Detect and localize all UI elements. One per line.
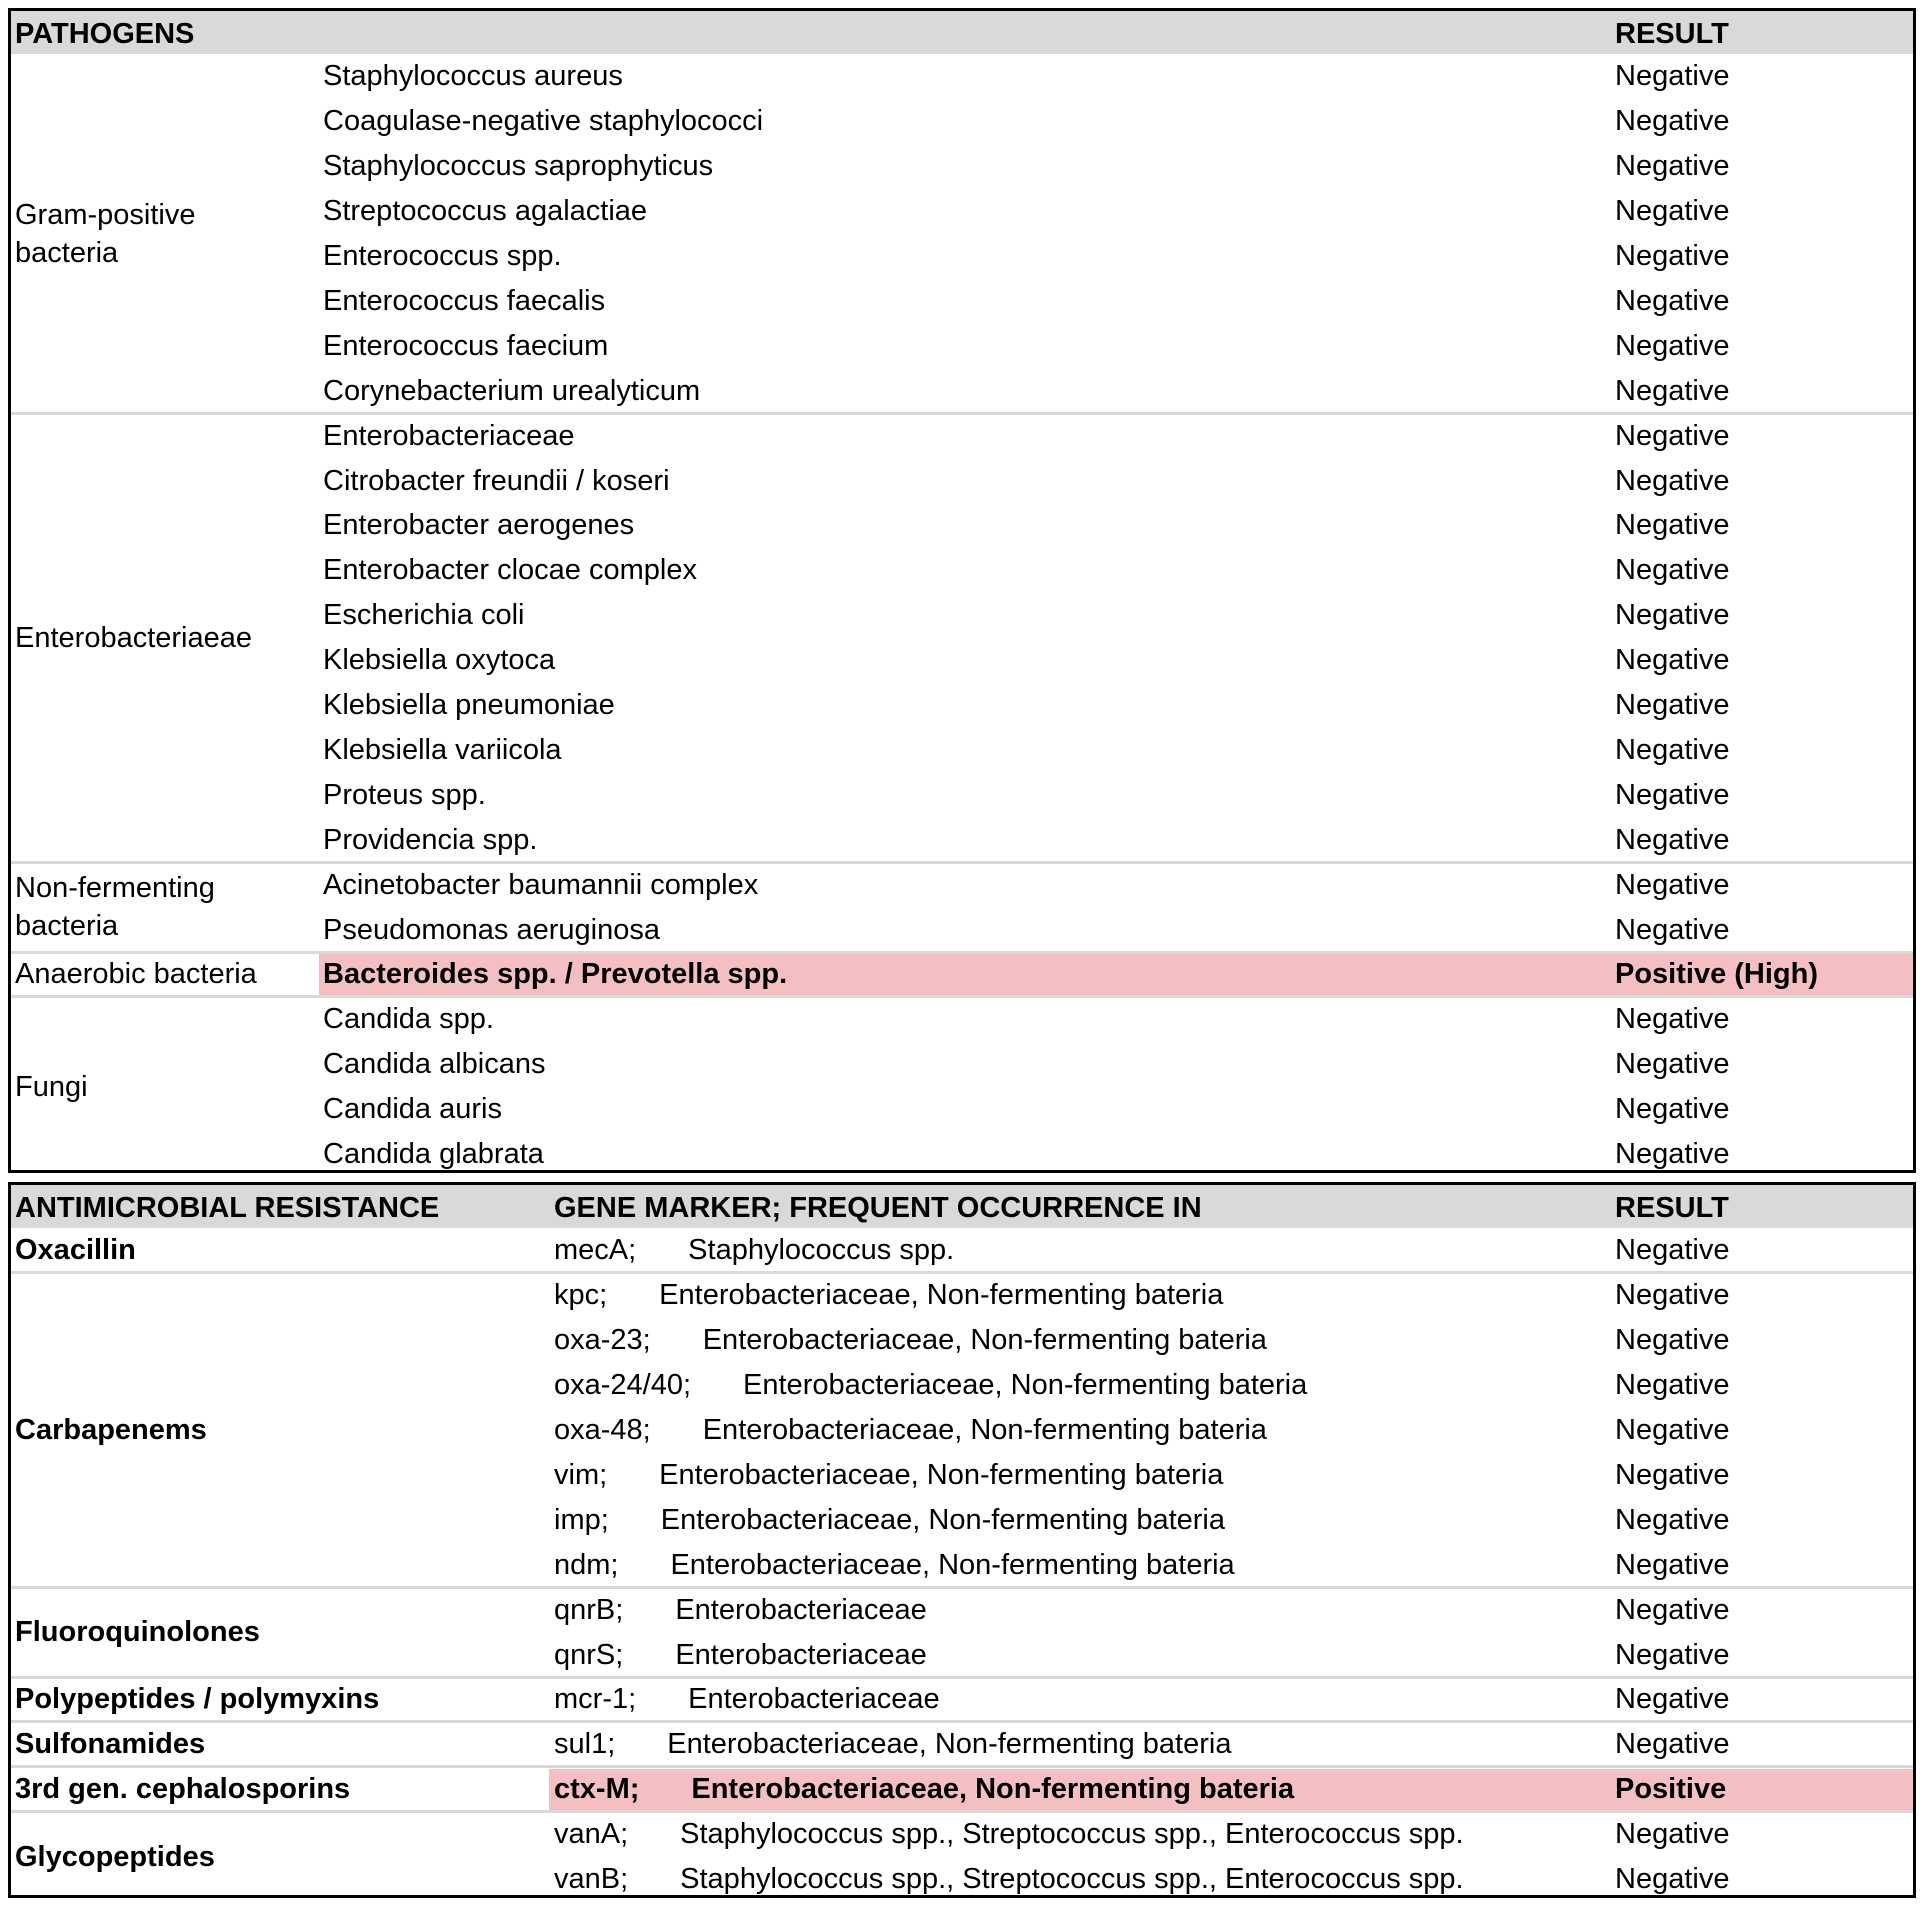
antibiotic-class-label: Fluoroquinolones bbox=[15, 1616, 260, 1649]
resistance-result: Negative bbox=[1615, 1593, 1730, 1626]
pathogen-result: Negative bbox=[1615, 1048, 1730, 1081]
occurrence-text: Enterobacteriaceae, Non-fermenting bateria bbox=[659, 1279, 1224, 1312]
occurrence-text: Enterobacteriaceae, Non-fermenting bateria bbox=[659, 1458, 1224, 1491]
pathogen-result: Negative bbox=[1615, 195, 1730, 228]
gene-marker: qnrB; bbox=[554, 1593, 624, 1626]
pathogen-result: Negative bbox=[1615, 419, 1730, 452]
occurrence-text: Enterobacteriaceae, Non-fermenting bateria bbox=[660, 1503, 1225, 1536]
occurrence-text: Enterobacteriaceae, Non-fermenting bateria bbox=[670, 1548, 1235, 1581]
pathogen-result: Negative bbox=[1615, 644, 1730, 677]
gene-marker: kpc; bbox=[554, 1279, 608, 1312]
pathogen-group-label: Non-fermenting bacteria bbox=[15, 872, 215, 943]
resistance-header bbox=[11, 1185, 1913, 1228]
resistance-result: Negative bbox=[1615, 1863, 1730, 1896]
pathogen-name: Staphylococcus saprophyticus bbox=[323, 150, 714, 183]
resistance-header-label: ANTIMICROBIAL RESISTANCE bbox=[15, 1192, 440, 1224]
gene-marker: oxa-48; bbox=[554, 1414, 651, 1447]
resistance-result: Negative bbox=[1615, 1818, 1730, 1851]
gene-marker: qnrS; bbox=[554, 1638, 624, 1671]
group-separator bbox=[11, 1720, 1913, 1723]
group-separator bbox=[11, 1810, 1913, 1813]
pathogen-name: Klebsiella oxytoca bbox=[323, 644, 556, 677]
pathogen-result: Negative bbox=[1615, 60, 1730, 93]
pathogen-result: Negative bbox=[1615, 105, 1730, 138]
pathogen-name: Acinetobacter baumannii complex bbox=[323, 868, 759, 901]
antibiotic-class-label: Sulfonamides bbox=[15, 1728, 206, 1761]
pathogen-name: Streptococcus agalactiae bbox=[323, 195, 648, 228]
group-separator bbox=[11, 1586, 1913, 1589]
occurrence-text: Enterobacteriaceae bbox=[688, 1683, 940, 1716]
gene-marker: sul1; bbox=[554, 1728, 616, 1761]
pathogen-name: Enterococcus faecium bbox=[323, 329, 609, 362]
pathogen-result: Negative bbox=[1615, 150, 1730, 183]
pathogen-group-label: Fungi bbox=[15, 1070, 88, 1103]
antibiotic-class-label: Polypeptides / polymyxins bbox=[15, 1683, 380, 1716]
pathogens-table bbox=[8, 8, 1916, 1173]
resistance-result: Negative bbox=[1615, 1234, 1730, 1267]
pathogen-group-label: Enterobacteriaeae bbox=[15, 621, 252, 654]
pathogen-name: Corynebacterium urealyticum bbox=[323, 374, 701, 407]
pathogen-name: Enterococcus spp. bbox=[323, 240, 562, 273]
pathogens-header bbox=[11, 11, 1913, 54]
occurrence-text: Staphylococcus spp., Streptococcus spp., Enterococcus spp. bbox=[680, 1818, 1464, 1851]
pathogen-result: Negative bbox=[1615, 778, 1730, 811]
gene-marker-header: GENE MARKER; FREQUENT OCCURRENCE IN bbox=[554, 1192, 1202, 1224]
resistance-result: Negative bbox=[1615, 1683, 1730, 1716]
resistance-result: Negative bbox=[1615, 1638, 1730, 1671]
occurrence-text: Staphylococcus spp. bbox=[688, 1234, 955, 1267]
gene-marker: oxa-24/40; bbox=[554, 1369, 692, 1402]
pathogen-name: Candida glabrata bbox=[323, 1138, 544, 1171]
pathogen-result: Negative bbox=[1615, 1003, 1730, 1036]
gene-marker: oxa-23; bbox=[554, 1324, 651, 1357]
pathogen-name: Enterobacter clocae complex bbox=[323, 554, 697, 587]
pathogens-header-label: PATHOGENS bbox=[15, 18, 195, 50]
pathogen-name: Enterobacter aerogenes bbox=[323, 509, 635, 542]
gene-marker: mcr-1; bbox=[554, 1683, 637, 1716]
group-separator bbox=[11, 1676, 1913, 1679]
occurrence-text: Enterobacteriaceae bbox=[675, 1593, 927, 1626]
pathogen-result: Negative bbox=[1615, 329, 1730, 362]
pathogen-name: Coagulase-negative staphylococci bbox=[323, 105, 764, 138]
pathogen-name: Candida spp. bbox=[323, 1003, 494, 1036]
gene-marker: vim; bbox=[554, 1458, 608, 1491]
pathogen-name: Klebsiella pneumoniae bbox=[323, 689, 615, 722]
gene-marker: vanB; bbox=[554, 1863, 629, 1896]
pathogen-result: Negative bbox=[1615, 733, 1730, 766]
group-separator bbox=[11, 995, 1913, 998]
pathogen-result: Negative bbox=[1615, 554, 1730, 587]
resistance-result: Negative bbox=[1615, 1458, 1730, 1491]
pathogen-result: Negative bbox=[1615, 374, 1730, 407]
resistance-result: Negative bbox=[1615, 1503, 1730, 1536]
occurrence-text: Enterobacteriaceae, Non-fermenting bateria bbox=[702, 1324, 1267, 1357]
occurrence-text: Enterobacteriaceae, Non-fermenting bateria bbox=[702, 1414, 1267, 1447]
pathogen-name: Pseudomonas aeruginosa bbox=[323, 913, 660, 946]
pathogens-result-header: RESULT bbox=[1615, 18, 1729, 50]
resistance-result: Negative bbox=[1615, 1728, 1730, 1761]
pathogen-group-label: Gram-positive bacteria bbox=[15, 198, 196, 269]
pathogen-result: Negative bbox=[1615, 240, 1730, 273]
resistance-result: Negative bbox=[1615, 1324, 1730, 1357]
pathogen-result: Negative bbox=[1615, 1093, 1730, 1126]
resistance-result: Negative bbox=[1615, 1369, 1730, 1402]
group-separator bbox=[11, 1271, 1913, 1274]
occurrence-text: Enterobacteriaceae, Non-fermenting bateria bbox=[667, 1728, 1232, 1761]
pathogen-name: Staphylococcus aureus bbox=[323, 60, 623, 93]
gene-marker: mecA; bbox=[554, 1234, 637, 1267]
gene-marker: vanA; bbox=[554, 1818, 629, 1851]
occurrence-text: Staphylococcus spp., Streptococcus spp., Enterococcus spp. bbox=[680, 1863, 1464, 1896]
occurrence-text: Enterobacteriaceae bbox=[675, 1638, 927, 1671]
occurrence-text: Enterobacteriaceae, Non-fermenting bateria bbox=[691, 1773, 1295, 1806]
gene-marker: imp; bbox=[554, 1503, 609, 1536]
pathogen-name: Candida auris bbox=[323, 1093, 502, 1126]
resistance-result: Negative bbox=[1615, 1548, 1730, 1581]
pathogen-result: Negative bbox=[1615, 868, 1730, 901]
gene-marker: ctx-M; bbox=[554, 1773, 640, 1806]
antibiotic-class-label: Glycopeptides bbox=[15, 1840, 215, 1873]
pathogen-name: Providencia spp. bbox=[323, 823, 538, 856]
pathogen-result: Positive (High) bbox=[1615, 958, 1819, 991]
resistance-result-header: RESULT bbox=[1615, 1192, 1729, 1224]
pathogen-result: Negative bbox=[1615, 1138, 1730, 1171]
pathogen-name: Enterobacteriaceae bbox=[323, 419, 575, 452]
group-separator bbox=[11, 412, 1913, 415]
occurrence-text: Enterobacteriaceae, Non-fermenting bateria bbox=[743, 1369, 1308, 1402]
antibiotic-class-label: 3rd gen. cephalosporins bbox=[15, 1773, 351, 1806]
pathogen-result: Negative bbox=[1615, 284, 1730, 317]
pathogen-name: Proteus spp. bbox=[323, 778, 486, 811]
pathogen-result: Negative bbox=[1615, 599, 1730, 632]
group-separator bbox=[11, 861, 1913, 864]
pathogen-name: Citrobacter freundii / koseri bbox=[323, 464, 670, 497]
pathogen-name: Escherichia coli bbox=[323, 599, 525, 632]
resistance-table bbox=[8, 1182, 1916, 1898]
pathogen-result: Negative bbox=[1615, 913, 1730, 946]
pathogen-result: Negative bbox=[1615, 689, 1730, 722]
pathogen-result: Negative bbox=[1615, 509, 1730, 542]
pathogen-group-label: Anaerobic bacteria bbox=[15, 958, 257, 991]
resistance-result: Negative bbox=[1615, 1279, 1730, 1312]
pathogen-result: Negative bbox=[1615, 823, 1730, 856]
pathogen-name: Candida albicans bbox=[323, 1048, 546, 1081]
pathogen-result: Negative bbox=[1615, 464, 1730, 497]
pathogen-name: Klebsiella variicola bbox=[323, 733, 562, 766]
antibiotic-class-label: Oxacillin bbox=[15, 1234, 136, 1267]
resistance-result: Negative bbox=[1615, 1414, 1730, 1447]
gene-marker: ndm; bbox=[554, 1548, 619, 1581]
pathogen-name: Bacteroides spp. / Prevotella spp. bbox=[323, 958, 788, 991]
pathogen-name: Enterococcus faecalis bbox=[323, 284, 606, 317]
antibiotic-class-label: Carbapenems bbox=[15, 1414, 207, 1447]
resistance-result: Positive bbox=[1615, 1773, 1727, 1806]
